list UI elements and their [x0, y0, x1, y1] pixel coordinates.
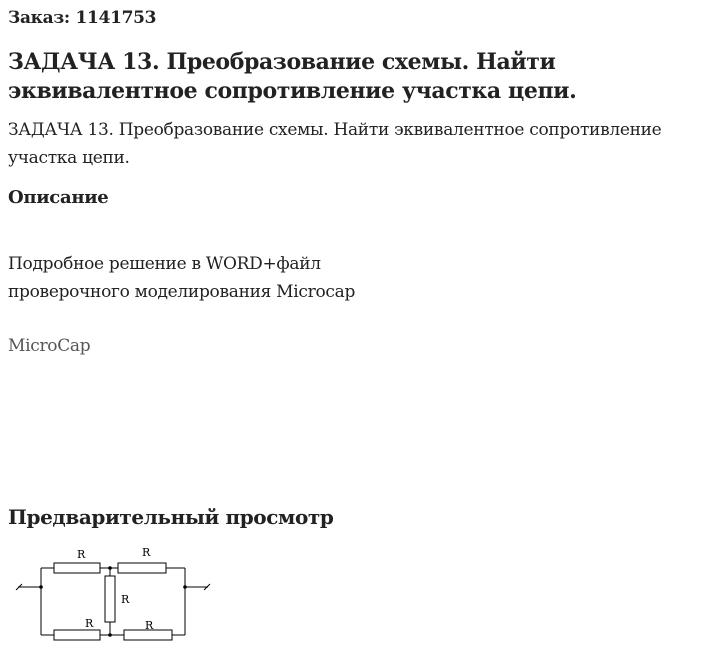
- preview-heading: Предварительный просмотр: [8, 505, 334, 529]
- resistor-label: R: [85, 617, 94, 630]
- order-number: Заказ: 1141753: [8, 8, 157, 28]
- description-line: проверочного моделирования Microcap: [8, 282, 356, 302]
- page-title: ЗАДАЧА 13. Преобразование схемы. Найти эквивалентное сопротивление участка цепи.: [8, 49, 577, 104]
- description-tag: MicroCap: [8, 336, 91, 356]
- circuit-preview-image: [8, 538, 218, 648]
- resistor-label: R: [142, 546, 151, 559]
- task-subtitle: ЗАДАЧА 13. Преобразование схемы. Найти эквивалентное сопротивление участка цепи.: [8, 120, 662, 168]
- description-text: [8, 250, 688, 306]
- description-heading: Описание: [8, 187, 109, 208]
- resistor-label: R: [121, 593, 130, 606]
- resistor-label: R: [145, 619, 154, 632]
- resistor-label: R: [77, 548, 86, 561]
- description-line: Подробное решение в WORD+файл: [8, 254, 321, 274]
